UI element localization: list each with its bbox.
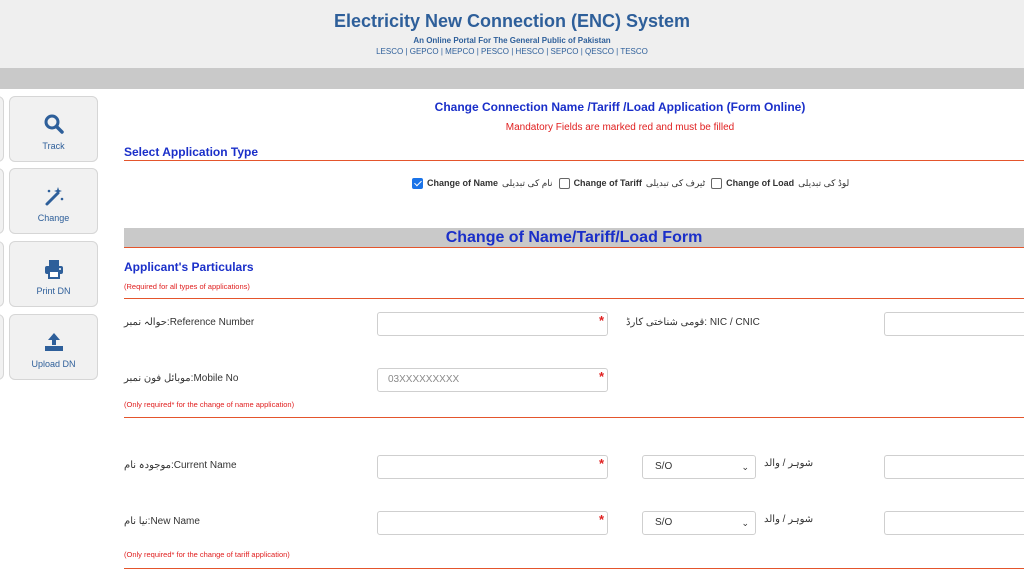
new-name-urdu: نیا نام:	[124, 516, 151, 527]
reference-number-text: Reference Number	[169, 317, 255, 328]
new-name-label	[124, 516, 200, 527]
reference-number-urdu: حوالہ نمبر:	[124, 317, 170, 328]
current-name-urdu: موجودہ نام:	[124, 460, 174, 471]
sidebar-item-label: Upload DN	[31, 359, 76, 369]
option-urdu-label: لوڈ کی تبدیلی	[798, 177, 850, 188]
divider	[124, 417, 1024, 418]
current-name-label	[124, 460, 237, 471]
sidebar-item-label: Track	[42, 141, 65, 151]
company-list: LESCO | GEPCO | MEPCO | PESCO | HESCO | SEPCO | QESCO | TESCO	[376, 47, 648, 56]
cnic-text: NIC / CNIC	[709, 317, 760, 328]
current-relation-select[interactable]	[642, 455, 756, 479]
new-name-text: New Name	[150, 516, 200, 527]
option-change-of-load[interactable]	[711, 178, 849, 189]
form-band-title: Change of Name/Tariff/Load Form	[124, 228, 1024, 247]
new-father-name-input[interactable]	[884, 511, 1024, 535]
current-name-text: Current Name	[173, 460, 237, 471]
relation-urdu-label: شوہر / والد	[764, 458, 814, 469]
magic-wand-icon	[10, 185, 97, 209]
site-title: Electricity New Connection (ENC) System	[333, 11, 691, 31]
relation-value: S/O	[655, 461, 673, 472]
divider	[124, 298, 1024, 299]
option-urdu-label: نام کی تبدیلی	[502, 177, 553, 188]
required-mark: *	[598, 456, 604, 471]
sidebar-partial-button[interactable]	[0, 314, 4, 380]
mobile-placeholder: 03XXXXXXXXX	[388, 374, 460, 385]
cnic-input[interactable]	[884, 312, 1024, 336]
upload-icon	[10, 331, 97, 355]
sidebar-item-change[interactable]	[9, 168, 98, 234]
sidebar-partial-button[interactable]	[0, 241, 4, 307]
particulars-title: Applicant's Particulars	[124, 260, 254, 274]
mobile-text: Mobile No	[193, 373, 239, 384]
mobile-label	[124, 373, 238, 384]
divider	[124, 160, 1024, 161]
option-change-of-name[interactable]	[412, 178, 553, 189]
nav-bar	[0, 68, 1024, 89]
mobile-input[interactable]	[377, 368, 608, 392]
application-type-options	[412, 176, 855, 190]
mandatory-note: Mandatory Fields are marked red and must be filled	[505, 122, 735, 133]
change-of-name-checkbox[interactable]	[412, 178, 423, 189]
application-type-title: Select Application Type	[124, 145, 259, 159]
particulars-note: (Required for all types of applications)	[124, 282, 250, 291]
option-urdu-label: ٹیرف کی تبدیلی	[645, 177, 706, 188]
mobile-urdu: موبائل فون نمبر:	[124, 373, 194, 384]
sidebar-item-print-dn[interactable]	[9, 241, 98, 307]
divider	[124, 247, 1024, 248]
new-relation-select[interactable]	[642, 511, 756, 535]
option-change-of-tariff[interactable]	[559, 178, 706, 189]
required-mark: *	[598, 512, 604, 527]
chevron-down-icon: ⌄	[741, 518, 749, 528]
option-label: Change of Tariff	[573, 178, 642, 188]
change-of-load-checkbox[interactable]	[711, 178, 722, 189]
divider	[124, 568, 1024, 569]
sidebar-item-track[interactable]	[9, 96, 98, 162]
reference-number-input[interactable]	[377, 312, 608, 336]
relation-value: S/O	[655, 517, 673, 528]
current-father-name-input[interactable]	[884, 455, 1024, 479]
cnic-label	[626, 317, 760, 328]
required-mark: *	[598, 369, 604, 384]
relation-urdu-label: شوہر / والد	[764, 514, 814, 525]
change-of-tariff-checkbox[interactable]	[559, 178, 570, 189]
sidebar-item-label: Print DN	[36, 286, 71, 296]
chevron-down-icon: ⌄	[741, 462, 749, 472]
name-change-note: (Only required* for the change of name application)	[124, 400, 295, 409]
cnic-urdu: قومی شناختی کارڈ:	[626, 317, 708, 328]
option-label: Change of Load	[726, 178, 795, 188]
search-icon	[10, 113, 97, 137]
required-mark: *	[598, 313, 604, 328]
option-label: Change of Name	[427, 178, 499, 188]
sidebar-partial-button[interactable]	[0, 168, 4, 234]
sidebar-partial-button[interactable]	[0, 96, 4, 162]
printer-icon	[10, 258, 97, 282]
site-header	[0, 0, 1024, 68]
tariff-change-note: (Only required* for the change of tariff application)	[124, 550, 290, 559]
sidebar-item-label: Change	[37, 213, 70, 223]
sidebar-item-upload-dn[interactable]	[9, 314, 98, 380]
site-subtitle: An Online Portal For The General Public of Pakistan	[413, 36, 611, 45]
reference-number-label	[124, 317, 254, 328]
new-name-input[interactable]	[377, 511, 608, 535]
current-name-input[interactable]	[377, 455, 608, 479]
form-heading: Change Connection Name /Tariff /Load Application (Form Online)	[434, 100, 806, 114]
